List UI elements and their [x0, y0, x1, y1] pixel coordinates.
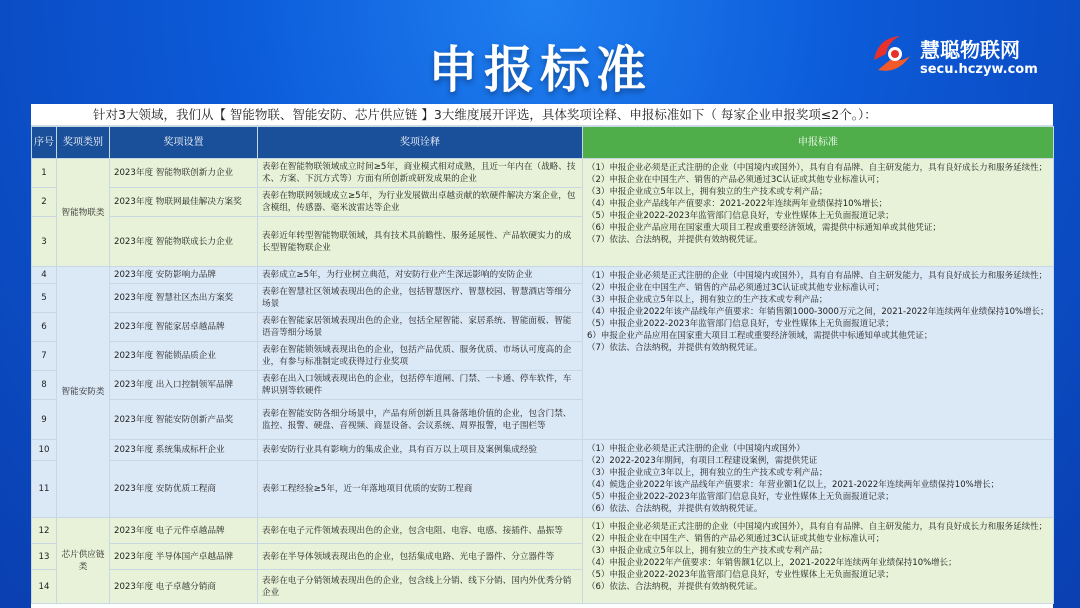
award-desc: 表彰在电子元件领域表现出色的企业，包含电阻、电容、电感、接插件、晶振等 — [258, 518, 583, 544]
award-desc: 表彰在出入口领域表现出色的企业，包括停车道闸、门禁、一卡通、停车软件，车牌识别等软硬件 — [258, 371, 583, 400]
award-name: 2023年度 半导体国产卓越品牌 — [110, 544, 258, 570]
row-no: 7 — [32, 342, 57, 371]
table-row — [32, 159, 1054, 188]
standards-table — [31, 126, 1054, 604]
category-cell: 智能物联类 — [57, 159, 110, 267]
award-desc: 表彰在物联网领域成立≥5年，为行业发展做出卓越贡献的软硬件解决方案企业，包含模组，传感器、毫米波雷达等企业 — [258, 188, 583, 217]
header — [0, 0, 1080, 104]
award-name: 2023年度 系统集成标杆企业 — [110, 440, 258, 461]
award-desc: 表彰成立≥5年，为行业树立典范，对安防行业产生深远影响的安防企业 — [258, 267, 583, 284]
logo-swirl-icon — [868, 30, 916, 78]
table-row — [32, 267, 1054, 284]
logo-name: 慧聪物联网 — [920, 38, 1020, 62]
row-no: 8 — [32, 371, 57, 400]
row-no: 6 — [32, 313, 57, 342]
award-name: 2023年度 安防影响力品牌 — [110, 267, 258, 284]
award-name: 2023年度 电子元件卓越品牌 — [110, 518, 258, 544]
row-no: 12 — [32, 518, 57, 544]
award-desc: 表彰在电子分销领域表现出色的企业，包含线上分销、线下分销、国内外优秀分销企业 — [258, 570, 583, 604]
award-name: 2023年度 智能物联成长力企业 — [110, 217, 258, 267]
standards-panel — [31, 104, 1053, 608]
row-no: 13 — [32, 544, 57, 570]
row-no: 4 — [32, 267, 57, 284]
col-header-criteria: 申报标准 — [583, 127, 1054, 159]
row-no: 1 — [32, 159, 57, 188]
award-name: 2023年度 电子卓越分销商 — [110, 570, 258, 604]
award-desc: 表彰在半导体领域表现出色的企业，包括集成电路、光电子器件、分立器件等 — [258, 544, 583, 570]
award-desc: 表彰在智能安防各细分场景中，产品有所创新且具备落地价值的企业，包含门禁、监控、报警、硬盘、音视频、商显设备、会议系统、周界报警，电子围栏等 — [258, 400, 583, 440]
award-name: 2023年度 出入口控制领军品牌 — [110, 371, 258, 400]
award-desc: 表彰近年转型智能物联领域，具有技术具前瞻性、服务延展性、产品软硬实力的成长型智能物联企业 — [258, 217, 583, 267]
criteria-cell: （1）申报企业必须是正式注册的企业（中国境内或国外），具有自有品牌、自主研发能力，具有良好成长力和服务延续性； （2）申报企业在中国生产、销售的产品必须通过3C认证或其他专业标准认可； （3）申报企业成立5年以上，拥有独立的生产技术或专利产品； （4）申报企业2022年产值要求：年销售额1亿以上，2021-2022年连续两年业绩保持10%增长； （5）申报企业2022-2023年监管部门信息良好，专业性媒体上无负面报道记录； （6）依法、合法纳税，并提供有效纳税凭证。 — [583, 518, 1054, 604]
row-no: 2 — [32, 188, 57, 217]
col-header-category: 奖项类别 — [57, 127, 110, 159]
logo-url: secu.hczyw.com — [920, 62, 1038, 77]
criteria-cell: （1）申报企业必须是正式注册的企业（中国境内或国外），具有自有品牌、自主研发能力，具有良好成长力和服务延续性； （2）申报企业在中国生产、销售的产品必须通过3C认证或其他专业标准认可； （3）申报企业成立5年以上，拥有独立的生产技术或专利产品； （4）申报企业2022年该产品线年产值要求：年销售额1000-3000万元之间，2021-2022年连续两年业绩保持10%增长； （5）申报企业2022-2023年监管部门信息良好，专业性媒体上无负面报道记录； 6）申报企业产品应用在国家重大项目工程或重要经济领域，需提供中标通知单或其他凭证； （7）依法、合法纳税，并提供有效纳税凭证。 — [583, 267, 1054, 440]
award-name: 2023年度 安防优质工程商 — [110, 460, 258, 517]
award-desc: 表彰在智能锁领域表现出色的企业，包括产品优质、服务优质、市场认可度高的企业，有参与标准制定或获得过行业奖项 — [258, 342, 583, 371]
row-no: 3 — [32, 217, 57, 267]
award-desc: 表彰在智能家居领域表现出色的企业，包括全屋智能、家居系统、智能面板、智能语音等细分场景 — [258, 313, 583, 342]
row-no: 14 — [32, 570, 57, 604]
row-no: 10 — [32, 440, 57, 461]
award-desc: 表彰安防行业具有影响力的集成企业，具有百万以上项目及案例集成经验 — [258, 440, 583, 461]
table-row — [32, 440, 1054, 461]
award-name: 2023年度 智慧社区杰出方案奖 — [110, 284, 258, 313]
award-name: 2023年度 智能锁品质企业 — [110, 342, 258, 371]
row-no: 9 — [32, 400, 57, 440]
criteria-cell: （1）申报企业必须是正式注册的企业（中国境内或国外） （2）2022-2023年期间，有项目工程建设案例，需提供凭证 （3）申报企业成立3年以上，拥有独立的生产技术或专利产品； （4）候选企业2022年该产品线年产值要求：年营业额1亿以上，2021-2022年连续两年业绩保持10%增长； （5）申报企业2022-2023年监管部门信息良好，专业性媒体上无负面报道记录； （6）依法、合法纳税，并提供有效纳税凭证。 — [583, 440, 1054, 518]
award-name: 2023年度 智能家居卓越品牌 — [110, 313, 258, 342]
award-name: 2023年度 智能安防创新产品奖 — [110, 400, 258, 440]
row-no: 11 — [32, 460, 57, 517]
award-desc: 表彰工程经验≥5年，近一年落地项目优质的安防工程商 — [258, 460, 583, 517]
col-header-no: 序号 — [32, 127, 57, 159]
award-desc: 表彰在智能物联领域成立时间≥5年，商业模式相对成熟，且近一年内在（战略、技术、方案、下沉方式等）方面有所创新或研发成果的企业 — [258, 159, 583, 188]
intro-text: 针对3大领域，我们从【 智能物联、智能安防、芯片供应链 】3大维度展开评选，具体奖项诠释、申报标准如下（ 每家企业申报奖项≤2个。）： — [31, 104, 1053, 126]
award-name: 2023年度 智能物联创新力企业 — [110, 159, 258, 188]
page-title: 申报标准 — [428, 41, 652, 99]
col-header-desc: 奖项诠释 — [258, 127, 583, 159]
table-row — [32, 518, 1054, 544]
award-desc: 表彰在智慧社区领域表现出色的企业，包括智慧医疗、智慧校园、智慧酒店等细分场景 — [258, 284, 583, 313]
col-header-award: 奖项设置 — [110, 127, 258, 159]
award-name: 2023年度 物联网最佳解决方案奖 — [110, 188, 258, 217]
criteria-cell: （1）申报企业必须是正式注册的企业（中国境内或国外），具有自有品牌、自主研发能力，具有良好成长力和服务延续性； （2）申报企业在中国生产、销售的产品必须通过3C认证或其他专业标准认可； （3）申报企业成立5年以上，拥有独立的生产技术或专利产品； （4）申报企业产品线年产值要求：2021-2022年连续两年业绩保持10%增长； （5）申报企业2022-2023年监管部门信息良好，专业性媒体上无负面报道记录； （6）申报企业产品应用在国家重大项目工程或重要经济领域，需提供中标通知单或其他凭证； （7）依法、合法纳税，并提供有效纳税凭证。 — [583, 159, 1054, 267]
table-header-row — [32, 127, 1054, 159]
category-cell: 芯片供应链类 — [57, 518, 110, 604]
brand-logo — [868, 30, 1068, 82]
category-cell: 智能安防类 — [57, 267, 110, 518]
row-no: 5 — [32, 284, 57, 313]
